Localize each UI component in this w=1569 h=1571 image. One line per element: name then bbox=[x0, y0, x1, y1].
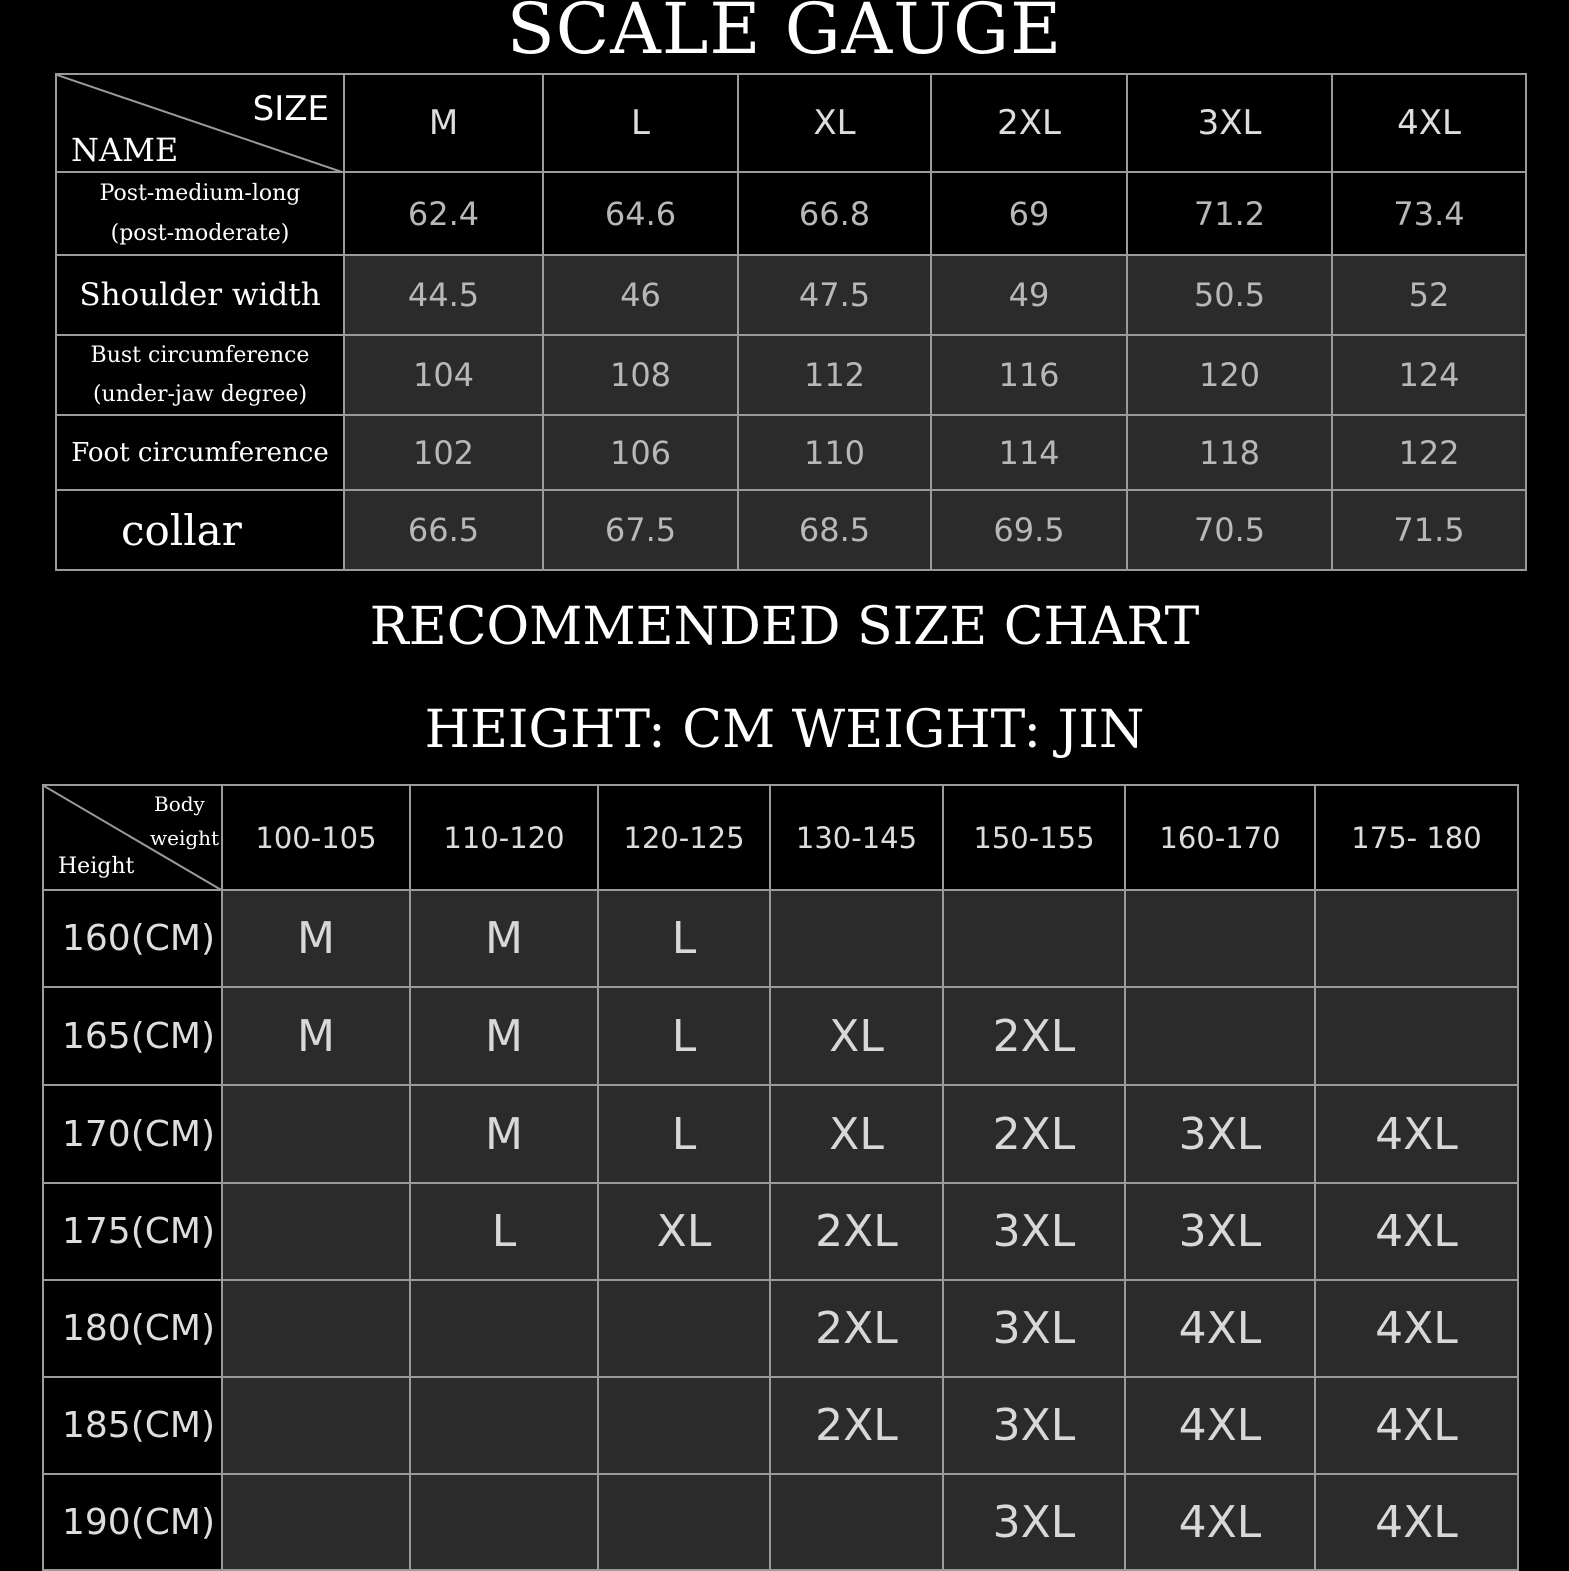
size-cell: 4XL bbox=[1315, 1377, 1518, 1474]
measurement-value: 110 bbox=[738, 415, 931, 490]
measurement-value: 122 bbox=[1332, 415, 1526, 490]
recommended-size-table bbox=[42, 784, 1519, 1571]
measurement-value: 69.5 bbox=[931, 490, 1127, 570]
measurement-value: 71.2 bbox=[1127, 172, 1332, 255]
scale-gauge-table bbox=[55, 73, 1527, 571]
measurement-value: 66.8 bbox=[738, 172, 931, 255]
size-cell: XL bbox=[770, 1085, 943, 1183]
measurement-value: 69 bbox=[931, 172, 1127, 255]
gauge-row bbox=[56, 255, 1526, 335]
size-cell bbox=[410, 1474, 598, 1570]
size-cell bbox=[222, 1085, 410, 1183]
size-header: L bbox=[543, 74, 738, 172]
units-subtitle: HEIGHT: CM WEIGHT: JIN bbox=[424, 700, 1145, 760]
size-cell: 3XL bbox=[943, 1377, 1125, 1474]
measurement-value: 44.5 bbox=[344, 255, 543, 335]
measurement-value: 66.5 bbox=[344, 490, 543, 570]
size-cell: M bbox=[410, 890, 598, 987]
measurement-value: 71.5 bbox=[1332, 490, 1526, 570]
size-cell: 4XL bbox=[1125, 1474, 1315, 1570]
measurement-value: 114 bbox=[931, 415, 1127, 490]
size-cell: 2XL bbox=[770, 1377, 943, 1474]
measurement-label bbox=[56, 255, 344, 335]
size-cell: 3XL bbox=[943, 1280, 1125, 1377]
measurement-value: 64.6 bbox=[543, 172, 738, 255]
size-cell: 3XL bbox=[943, 1474, 1125, 1570]
size-cell bbox=[770, 890, 943, 987]
size-header: 2XL bbox=[931, 74, 1127, 172]
scale-gauge-title: SCALE GAUGE bbox=[506, 0, 1063, 70]
height-row bbox=[43, 1183, 1518, 1280]
size-cell: L bbox=[598, 1085, 770, 1183]
size-cell: 4XL bbox=[1315, 1183, 1518, 1280]
height-label: 190(CM) bbox=[43, 1474, 222, 1570]
gauge-row bbox=[56, 490, 1526, 570]
size-cell bbox=[222, 1474, 410, 1570]
measurement-name: Foot circumference bbox=[71, 437, 329, 468]
size-header: XL bbox=[738, 74, 931, 172]
height-label: 180(CM) bbox=[43, 1280, 222, 1377]
height-row bbox=[43, 1280, 1518, 1377]
size-cell bbox=[598, 1377, 770, 1474]
recommended-title: RECOMMENDED SIZE CHART bbox=[369, 597, 1200, 657]
gauge-corner-cell bbox=[56, 74, 344, 172]
size-cell: L bbox=[410, 1183, 598, 1280]
weight-header: 160-170 bbox=[1125, 785, 1315, 890]
size-header: 4XL bbox=[1332, 74, 1526, 172]
size-cell: 4XL bbox=[1315, 1085, 1518, 1183]
rec-header-row bbox=[43, 785, 1518, 890]
weight-header: 175- 180 bbox=[1315, 785, 1518, 890]
measurement-value: 47.5 bbox=[738, 255, 931, 335]
size-cell: L bbox=[598, 987, 770, 1085]
weight-header: 130-145 bbox=[770, 785, 943, 890]
size-cell bbox=[1315, 987, 1518, 1085]
measurement-value: 120 bbox=[1127, 335, 1332, 415]
size-cell: 4XL bbox=[1315, 1474, 1518, 1570]
size-cell: 4XL bbox=[1125, 1280, 1315, 1377]
measurement-name: Shoulder width bbox=[79, 277, 321, 313]
measurement-value: 124 bbox=[1332, 335, 1526, 415]
corner-height-label: Height bbox=[58, 854, 135, 879]
gauge-row bbox=[56, 335, 1526, 415]
size-cell bbox=[222, 1280, 410, 1377]
corner-name-label: NAME bbox=[71, 131, 179, 169]
size-cell: 3XL bbox=[1125, 1085, 1315, 1183]
measurement-value: 112 bbox=[738, 335, 931, 415]
size-cell: XL bbox=[598, 1183, 770, 1280]
size-cell bbox=[598, 1474, 770, 1570]
measurement-value: 118 bbox=[1127, 415, 1332, 490]
measurement-value: 68.5 bbox=[738, 490, 931, 570]
size-cell bbox=[222, 1377, 410, 1474]
size-cell bbox=[410, 1377, 598, 1474]
measurement-label bbox=[56, 335, 344, 415]
size-cell: L bbox=[598, 890, 770, 987]
height-row bbox=[43, 1085, 1518, 1183]
height-label: 185(CM) bbox=[43, 1377, 222, 1474]
weight-header: 100-105 bbox=[222, 785, 410, 890]
size-header: M bbox=[344, 74, 543, 172]
size-cell: XL bbox=[770, 987, 943, 1085]
measurement-value: 50.5 bbox=[1127, 255, 1332, 335]
height-row bbox=[43, 987, 1518, 1085]
measurement-label bbox=[56, 490, 344, 570]
measurement-name: collar bbox=[121, 505, 242, 555]
measurement-label bbox=[56, 415, 344, 490]
height-label: 170(CM) bbox=[43, 1085, 222, 1183]
measurement-value: 52 bbox=[1332, 255, 1526, 335]
size-cell bbox=[943, 890, 1125, 987]
height-row bbox=[43, 890, 1518, 987]
measurement-value: 116 bbox=[931, 335, 1127, 415]
gauge-row bbox=[56, 172, 1526, 255]
measurement-value: 67.5 bbox=[543, 490, 738, 570]
measurement-value: 108 bbox=[543, 335, 738, 415]
size-cell: 3XL bbox=[943, 1183, 1125, 1280]
size-cell: 2XL bbox=[943, 1085, 1125, 1183]
corner-size-label: SIZE bbox=[252, 89, 329, 129]
size-cell: M bbox=[410, 987, 598, 1085]
size-cell bbox=[222, 1183, 410, 1280]
corner-body-label: Body bbox=[154, 792, 205, 816]
height-row bbox=[43, 1377, 1518, 1474]
weight-header: 110-120 bbox=[410, 785, 598, 890]
size-cell: 2XL bbox=[770, 1280, 943, 1377]
size-cell: 4XL bbox=[1125, 1377, 1315, 1474]
corner-weight-label: weight bbox=[150, 826, 220, 850]
measurement-value: 106 bbox=[543, 415, 738, 490]
size-header: 3XL bbox=[1127, 74, 1332, 172]
measurement-value: 73.4 bbox=[1332, 172, 1526, 255]
height-label: 160(CM) bbox=[43, 890, 222, 987]
weight-header: 120-125 bbox=[598, 785, 770, 890]
measurement-value: 62.4 bbox=[344, 172, 543, 255]
height-label: 165(CM) bbox=[43, 987, 222, 1085]
size-cell: 4XL bbox=[1315, 1280, 1518, 1377]
weight-header: 150-155 bbox=[943, 785, 1125, 890]
measurement-value: 70.5 bbox=[1127, 490, 1332, 570]
size-cell: 2XL bbox=[770, 1183, 943, 1280]
gauge-header-row bbox=[56, 74, 1526, 172]
measurement-value: 102 bbox=[344, 415, 543, 490]
size-cell: M bbox=[222, 987, 410, 1085]
measurement-label bbox=[56, 172, 344, 255]
rec-corner-cell bbox=[43, 785, 222, 890]
measurement-name: Post-medium-long bbox=[99, 180, 301, 206]
measurement-value: 104 bbox=[344, 335, 543, 415]
measurement-subname: (under-jaw degree) bbox=[92, 382, 308, 407]
size-cell bbox=[598, 1280, 770, 1377]
measurement-name: Bust circumference bbox=[90, 343, 310, 368]
height-label: 175(CM) bbox=[43, 1183, 222, 1280]
measurement-subname: (post-moderate) bbox=[110, 220, 290, 246]
size-cell: 3XL bbox=[1125, 1183, 1315, 1280]
size-cell bbox=[770, 1474, 943, 1570]
height-row bbox=[43, 1474, 1518, 1570]
measurement-value: 46 bbox=[543, 255, 738, 335]
size-cell bbox=[1125, 890, 1315, 987]
size-cell: M bbox=[410, 1085, 598, 1183]
size-cell bbox=[1125, 987, 1315, 1085]
measurement-value: 49 bbox=[931, 255, 1127, 335]
size-cell: M bbox=[222, 890, 410, 987]
size-cell bbox=[1315, 890, 1518, 987]
size-cell: 2XL bbox=[943, 987, 1125, 1085]
gauge-row bbox=[56, 415, 1526, 490]
size-cell bbox=[410, 1280, 598, 1377]
